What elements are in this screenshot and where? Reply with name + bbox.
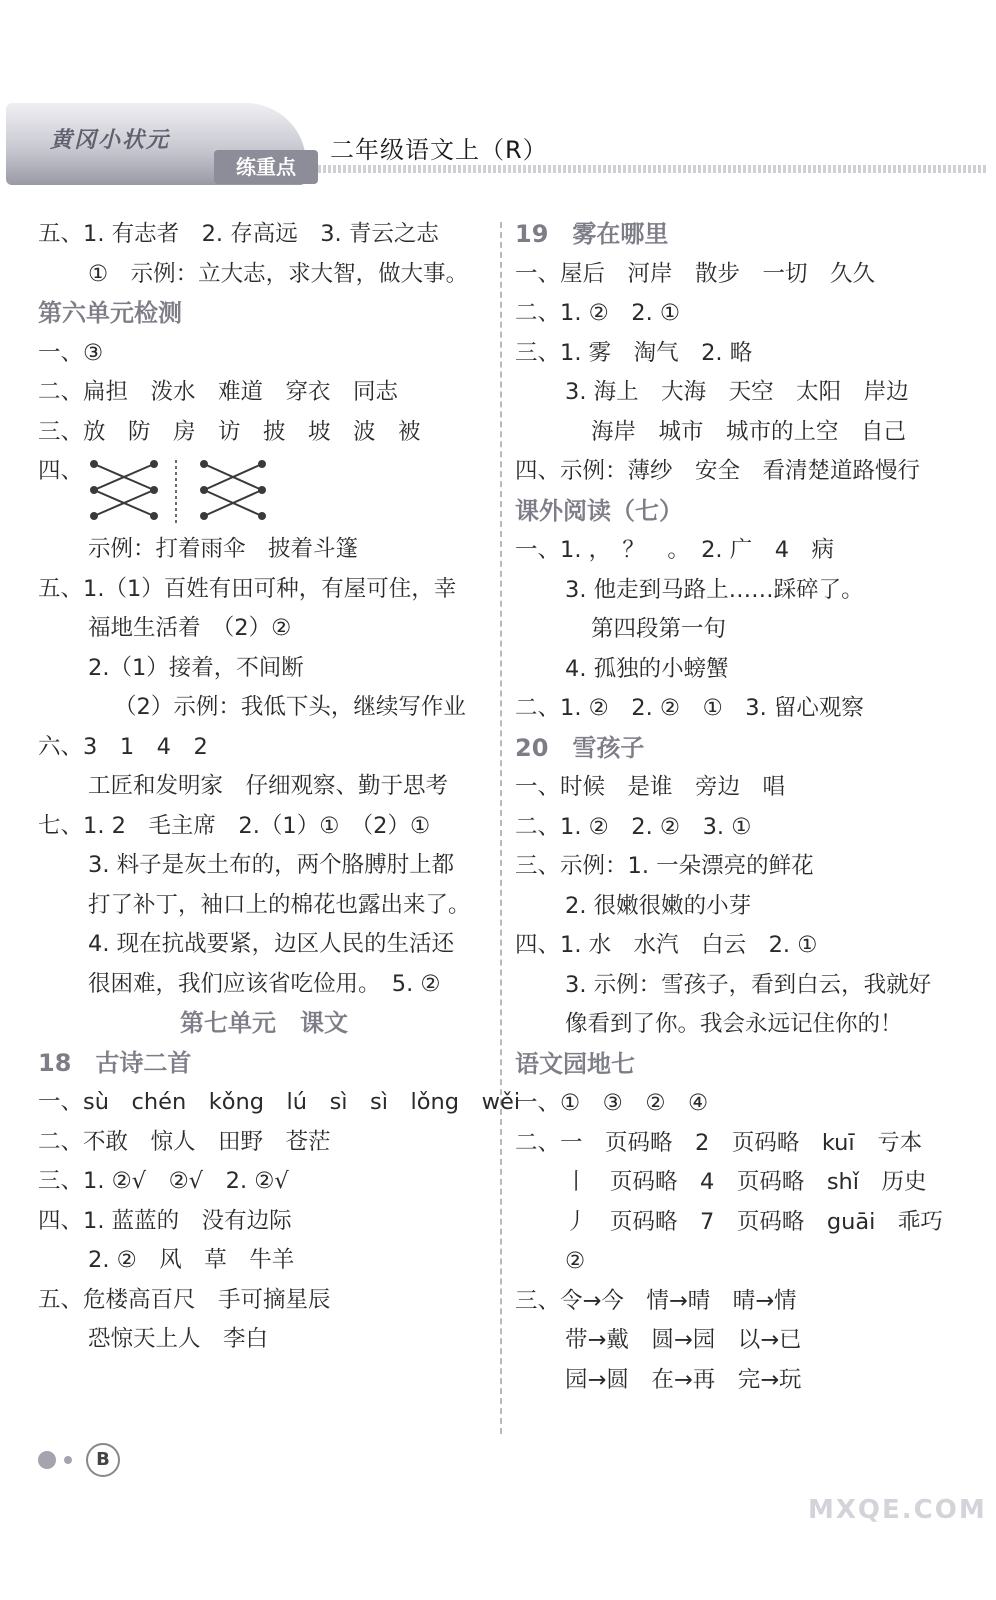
- answer-line: 一、① ③ ② ④: [515, 1090, 709, 1116]
- answer-line: （2）示例：我低下头，继续写作业: [114, 694, 466, 720]
- unit-heading: 第七单元 课文: [180, 1009, 348, 1037]
- answer-line: 2. ② 风 草 牛羊: [88, 1247, 295, 1273]
- answer-line: 二、一 页码略 2 页码略 kuī 亏本: [515, 1129, 923, 1156]
- answer-line: 五、1. 有志者 2. 存高远 3. 青云之志: [38, 221, 439, 247]
- section-heading: 20 雪孩子: [515, 733, 645, 762]
- answer-line: ① 示例：立大志，求大智，做大事。: [88, 260, 469, 287]
- answer-line: 三、令→今 情→晴 晴→情: [515, 1287, 797, 1314]
- matching-lines: [86, 456, 286, 528]
- answer-line: 一、屋后 河岸 散步 一切 久久: [515, 260, 876, 287]
- answer-line: 四、1. 水 水汽 白云 2. ①: [515, 932, 818, 958]
- right-column: [515, 215, 970, 1400]
- page-title: 二年级语文上（R）: [330, 136, 548, 164]
- answer-line: 五、危楼高百尺 手可摘星辰: [38, 1286, 331, 1313]
- footer-dot-icon: [64, 1456, 72, 1464]
- answer-line: 一、1. ， ？ 。 2. 广 4 病: [515, 537, 835, 563]
- answer-line: 二、1. ② 2. ② ① 3. 留心观察: [515, 695, 864, 721]
- column-divider: [500, 222, 502, 1434]
- answer-line: 3. 他走到马路上……踩碎了。: [565, 576, 864, 603]
- header-rule: [318, 165, 988, 173]
- answer-line: 一、sù chén kǒng lú sì sì lǒng wěi: [38, 1089, 521, 1115]
- answer-line: 3. 示例：雪孩子，看到白云，我就好: [565, 971, 932, 998]
- answer-line: 很困难，我们应该省吃俭用。 5. ②: [88, 970, 441, 997]
- answer-line: 三、1. 雾 淘气 2. 略: [515, 339, 753, 366]
- answer-line: 三、放 防 房 访 披 坡 波 被: [38, 418, 421, 445]
- answer-line: 二、不敢 惊人 田野 苍茫: [38, 1128, 331, 1155]
- answer-line: 4. 孤独的小螃蟹: [565, 655, 729, 682]
- section-heading: 18 古诗二首: [38, 1048, 192, 1077]
- answer-line: 打了补丁，袖口上的棉花也露出来了。: [88, 891, 471, 918]
- answer-line: 二、1. ② 2. ② 3. ①: [515, 813, 752, 840]
- answer-line: 恐惊天上人 李白: [88, 1326, 269, 1352]
- answer-line: 二、扁担 泼水 难道 穿衣 同志: [38, 379, 399, 405]
- left-column: [38, 215, 521, 1360]
- watermark: MXQE.COM: [808, 1495, 987, 1525]
- answer-line: 六、3 1 4 2: [38, 733, 208, 760]
- answer-line: 五、1.（1）百姓有田可种，有屋可住，幸: [38, 575, 457, 602]
- page-badge: B: [86, 1443, 120, 1477]
- page-header: [0, 95, 996, 195]
- logo-tag: 练重点: [214, 150, 318, 184]
- answer-line: 3. 料子是灰土布的，两个胳膊肘上都: [88, 852, 455, 878]
- section-heading: 19 雾在哪里: [515, 220, 669, 248]
- footer-dot-icon: [38, 1451, 56, 1469]
- answer-line: 丿 页码略 7 页码略 guāi 乖巧: [565, 1208, 943, 1235]
- answer-line: 像看到了你。我会永远记住你的！: [565, 1011, 903, 1037]
- answer-line: 园→圆 在→再 完→玩: [565, 1366, 802, 1393]
- answer-line: 三、1. ②√ ②√ 2. ②√: [38, 1168, 289, 1194]
- answer-line: 示例：打着雨伞 披着斗篷: [88, 536, 359, 562]
- answer-line: 七、1. 2 毛主席 2.（1）① （2）①: [38, 812, 431, 839]
- answer-line: 四、1. 蓝蓝的 没有边际: [38, 1207, 292, 1234]
- answer-line: 带→戴 圆→园 以→已: [565, 1327, 802, 1353]
- answer-label: 四、: [38, 458, 84, 484]
- matching-diagram: [38, 452, 490, 530]
- answer-line: ②: [565, 1248, 586, 1274]
- answer-line: 二、1. ② 2. ①: [515, 300, 681, 326]
- section-heading: 课外阅读（七）: [515, 496, 683, 525]
- section-heading: 语文园地七: [515, 1049, 635, 1078]
- answer-line: 2.（1）接着，不间断: [88, 654, 304, 681]
- logo-text: 黄冈小状元: [50, 128, 171, 153]
- answer-line: 工匠和发明家 仔细观察、勤于思考: [88, 773, 449, 799]
- answer-line: 三、示例：1. 一朵漂亮的鲜花: [515, 853, 814, 879]
- answer-line: 4. 现在抗战要紧，边区人民的生活还: [88, 931, 455, 957]
- answer-line: 2. 很嫩很嫩的小芽: [565, 892, 752, 919]
- answer-line: 丨 页码略 4 页码略 shǐ 历史: [565, 1169, 927, 1195]
- answer-line: 福地生活着 （2）②: [88, 615, 292, 641]
- section-heading: 第六单元检测: [38, 299, 182, 327]
- answer-line: 一、③: [38, 339, 104, 366]
- answer-line: 四、示例：薄纱 安全 看清楚道路慢行: [515, 458, 921, 484]
- answer-line: 一、时候 是谁 旁边 唱: [515, 774, 786, 800]
- answer-line: 海岸 城市 城市的上空 自己: [591, 418, 907, 445]
- answer-line: 第四段第一句: [591, 616, 727, 642]
- answer-line: 3. 海上 大海 天空 太阳 岸边: [565, 379, 909, 405]
